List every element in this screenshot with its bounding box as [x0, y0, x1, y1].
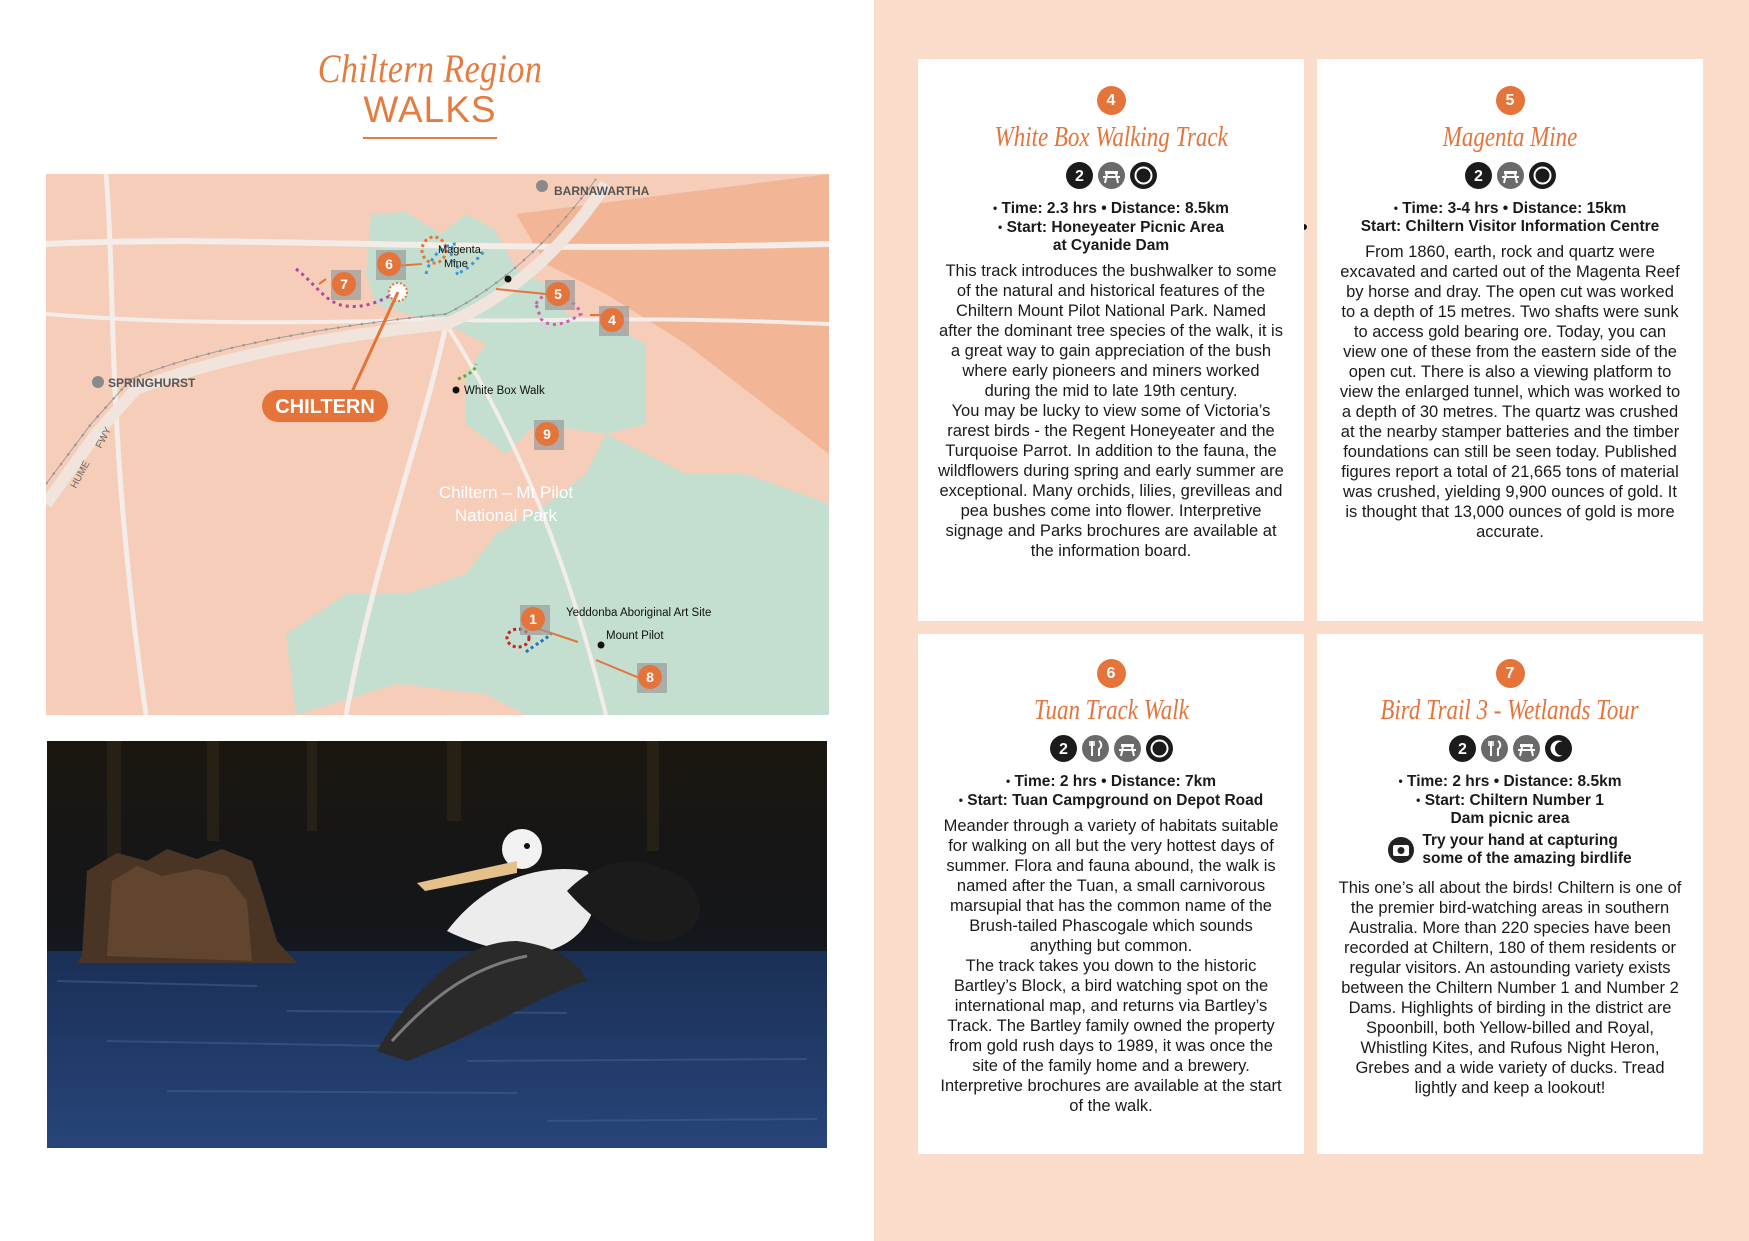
walk-number-badge: 6 — [1097, 659, 1126, 688]
walk-time: Time: 2.3 hrs • Distance: 8.5km — [1001, 199, 1229, 217]
walk-meta: • Time: 2 hrs • Distance: 8.5km • Start: Chiltern Number 1 Dam picnic area — [1337, 772, 1683, 828]
walk-title: Tuan Track Walk — [1033, 695, 1189, 726]
walk-icons — [1337, 162, 1683, 190]
half-circle-icon — [1545, 735, 1572, 762]
svg-text:5: 5 — [554, 286, 562, 302]
svg-text:6: 6 — [385, 256, 393, 272]
svg-text:1: 1 — [529, 611, 537, 627]
walk-paragraph: You may be lucky to view some of Victoria’s rarest birds - the Regent Honeyeater and the Turquoise Parrot. In addition to the fauna, the wildflowers during spring and early summer are exceptional. Many orchids, lilies, grevilleas and pea bushes come into flower. Interpretive signage and Parks brochures are available at the information board. — [938, 401, 1284, 560]
springhurst-label: SPRINGHURST — [108, 376, 196, 390]
walk-paragraph: The track takes you down to the historic Bartley’s Block, a bird watching spot on the international map, and returns via Bartley’s Track. The Bartley family owned the property from gold rush days to 1989, it was once the site of the family home and a brewery. Interpretive brochures are available at the start of the walk. — [940, 956, 1282, 1115]
left-page — [0, 0, 874, 1241]
magenta-label-2: Mine — [444, 258, 468, 270]
walk-meta: • Time: 2 hrs • Distance: 7km • Start: Tuan Campground on Depot Road — [958, 772, 1264, 809]
walk-meta: • Time: 3-4 hrs • Distance: 15km Start: Chiltern Visitor Information Centre — [1337, 199, 1683, 236]
map-marker-6 — [376, 250, 406, 280]
mount-pilot-label: Mount Pilot — [606, 630, 664, 642]
walk-start: Start: Tuan Campground on Depot Road — [967, 791, 1264, 809]
magenta-dot — [505, 276, 512, 283]
walk-start: Start: Chiltern Visitor Information Centre — [1360, 217, 1660, 235]
cutlery-icon — [1082, 735, 1109, 762]
map-marker-5 — [545, 280, 575, 310]
full-circle-icon — [1529, 162, 1556, 189]
map-marker-8 — [637, 663, 667, 693]
picnic-table-icon — [1114, 735, 1141, 762]
walk-number-badge: 7 — [1496, 659, 1525, 688]
walk-title: Magenta Mine — [1442, 122, 1578, 153]
svg-text:9: 9 — [543, 426, 551, 442]
svg-text:2: 2 — [1473, 167, 1483, 185]
white-box-dot — [453, 387, 460, 394]
picnic-table-icon — [1497, 162, 1524, 189]
page-title — [280, 48, 580, 139]
svg-text:4: 4 — [608, 312, 616, 328]
springhurst-marker — [92, 376, 104, 388]
photo-tip-line-1: Try your hand at capturing — [1422, 831, 1618, 849]
pelican-photo — [47, 741, 827, 1148]
full-circle-icon — [1130, 162, 1157, 189]
map-marker-4 — [599, 306, 629, 336]
svg-text:2: 2 — [1058, 740, 1068, 758]
walk-paragraph: From 1860, earth, rock and quartz were excavated and carted out of the Magenta Reef by horse and dray. The open cut was worked to a depth of 15 metres. Two shafts were sunk to access gold bearing ore. Today, you can view one of these from the eastern side of the open cut. There is also a viewing platform to view the enlarged tunnel, which was worked to a depth of 30 metres. The quartz was crushed at the nearby stamper batteries and the timber foundations can still be seen today. Published figures report a total of 21,665 tons of material was crushed, yielding 9,900 ounces of gold. It is thought that 13,000 ounces of gold is more accurate. — [1339, 242, 1681, 541]
mount-pilot-dot — [598, 642, 605, 649]
walk-description — [1337, 878, 1683, 1098]
magenta-label-1: Magenta — [438, 244, 481, 256]
walk-icons — [1337, 735, 1683, 763]
grade-2-icon — [1449, 735, 1476, 762]
walk-paragraph: Meander through a variety of habitats suitable for walking on all but the very hottest days of summer. Flora and fauna abound, the walk is named after the Tuan, a small carnivorous marsupial that has the common name of the Brush-tailed Phascogale which sounds anything but common. — [943, 816, 1279, 955]
walk-title: White Box Walking Track — [994, 122, 1228, 153]
walk-card-bird-trail — [1317, 634, 1703, 1154]
svg-text:2: 2 — [1457, 740, 1467, 758]
walk-card-tuan-track — [918, 634, 1304, 1154]
walk-start: Start: Honeyeater Picnic Area — [1006, 218, 1224, 236]
park-label-line-2: National Park — [454, 506, 558, 525]
walk-number-badge: 4 — [1097, 86, 1126, 115]
camera-icon — [1388, 837, 1414, 863]
white-box-label: White Box Walk — [464, 385, 545, 397]
walk-time: Time: 2 hrs • Distance: 8.5km — [1407, 772, 1622, 790]
cutlery-icon — [1481, 735, 1508, 762]
picnic-table-icon — [1513, 735, 1540, 762]
fwy-label: FWY — [93, 425, 115, 451]
map-marker-9 — [534, 420, 564, 450]
walk-description — [1337, 242, 1683, 542]
barnawartha-label: BARNAWARTHA — [554, 184, 650, 198]
svg-text:2: 2 — [1074, 167, 1084, 185]
title-underline — [363, 137, 497, 139]
chiltern-label: CHILTERN — [275, 396, 375, 418]
grade-2-icon — [1465, 162, 1492, 189]
yeddonba-label: Yeddonba Aboriginal Art Site — [566, 607, 712, 619]
walk-start: Start: Chiltern Number 1 — [1424, 791, 1604, 809]
walk-start-cont: Dam picnic area — [1450, 809, 1570, 827]
hume-label: HUME — [68, 459, 93, 491]
map-marker-1 — [520, 605, 550, 635]
region-map — [46, 174, 829, 715]
walk-card-white-box — [918, 59, 1304, 621]
svg-text:8: 8 — [646, 669, 654, 685]
barnawartha-marker — [536, 180, 548, 192]
walk-card-magenta-mine — [1317, 59, 1703, 621]
title-region: Chiltern Region — [317, 46, 543, 91]
pelican-photo-svg — [47, 741, 827, 1148]
walk-paragraph: This one’s all about the birds! Chiltern is one of the premier bird-watching areas in southern Australia. More than 220 species have been recorded at Chiltern, 180 of them residents or regular visitors. An astounding variety exists between the Chiltern Number 1 and Number 2 Dams. Highlights of birding in the district are Spoonbill, both Yellow-billed and Royal, Whistling Kites, and Rufous Night Heron, Grebes and a wide variety of ducks. Tread lightly and keep a lookout! — [1338, 878, 1682, 1097]
park-label-line-1: Chiltern – Mt Pilot — [438, 483, 574, 502]
walk-number-badge: 5 — [1496, 86, 1525, 115]
svg-text:7: 7 — [340, 276, 348, 292]
photo-tip — [1337, 832, 1683, 868]
picnic-table-icon — [1098, 162, 1125, 189]
full-circle-icon — [1146, 735, 1173, 762]
walk-meta: • Time: 2.3 hrs • Distance: 8.5km • Start: Honeyeater Picnic Area at Cyanide Dam — [938, 199, 1284, 255]
title-walks: WALKS — [363, 89, 497, 130]
walk-description — [938, 261, 1284, 561]
walk-description — [938, 816, 1284, 1116]
grade-2-icon — [1066, 162, 1093, 189]
grade-2-icon — [1050, 735, 1077, 762]
walk-start-cont: at Cyanide Dam — [1052, 236, 1170, 254]
map-marker-7 — [331, 270, 361, 300]
walk-icons — [938, 162, 1284, 190]
walk-time: Time: 3-4 hrs • Distance: 15km — [1402, 199, 1627, 217]
walk-time: Time: 2 hrs • Distance: 7km — [1014, 772, 1217, 790]
photo-tip-line-2: some of the amazing birdlife — [1422, 849, 1632, 867]
walk-icons — [938, 735, 1284, 763]
walk-paragraph: This track introduces the bushwalker to some of the natural and historical features of the Chiltern Mount Pilot National Park. Named after the dominant tree species of the walk, it is a great way to gain appreciation of the bush where early pioneers and miners worked during the mid to late 19th century. — [939, 261, 1283, 400]
map-svg — [46, 174, 829, 715]
walk-title: Bird Trail 3 - Wetlands Tour — [1380, 695, 1640, 726]
